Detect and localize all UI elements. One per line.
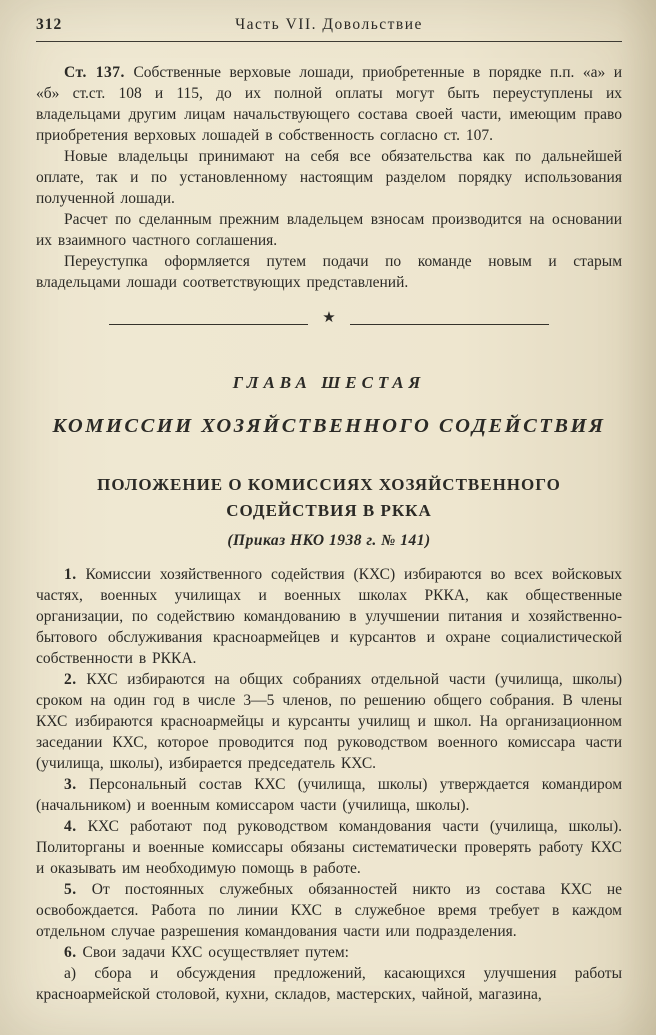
divider-line-left [109,324,308,325]
paragraph [36,209,622,251]
item-number: 5. [64,881,77,898]
header-rule [36,41,622,42]
chapter-label: ГЛАВА ШЕСТАЯ [232,373,426,392]
star-icon: ★ [322,310,336,326]
list-item [36,816,622,879]
list-item [36,774,622,816]
paragraph-text: Собственные верховые лошади, приобретенные в порядке п.п. «а» и «б» ст.ст. 108 и 115, до их полной оплаты могут быть переуступлены их владельцами другим лицам начальствующего состава своей части, имеющим право приобретения верховых лошадей в собственность согласно ст. 107. [36,64,623,144]
regulation-subtitle: (Приказ НКО 1938 г. № 141) [227,532,431,549]
running-title: Часть VII. Довольствие [235,16,423,33]
article-137 [36,62,622,293]
regulation-title: ПОЛОЖЕНИЕ О КОМИССИЯХ ХОЗЯЙСТВЕННОГО СОДЕЙСТВИЯ В РККА [97,475,561,520]
article-number: Ст. 137. [64,64,125,81]
item-text: сбора и обсуждения предложений, касающихся улучшения работы красноармейской столовой, кухни, складов, мастерских, чайной, магазина, [36,965,622,1003]
list-item [36,963,622,1005]
item-text: Свои задачи КХС осуществляет путем: [82,944,349,961]
paragraph [36,146,622,209]
list-item [36,669,622,774]
chapter-title: КОМИССИИ ХОЗЯЙСТВЕННОГО СОДЕЙСТВИЯ [52,415,606,437]
paragraph [36,251,622,293]
item-number: 3. [64,776,77,793]
item-number: 1. [64,566,77,583]
item-text: КХС избираются на общих собраниях отдельной части (училища, школы) сроком на один год в числе 3—5 членов, по решению общего собрания. В члены КХС избираются красноармейцы и курсанты училищ и школ. На организационном заседании КХС, которое проводится под руководством военного комиссара части (училища, школы), избирается председатель КХС. [36,671,623,772]
item-text: От постоянных служебных обязанностей никто из состава КХС не освобождается. Работа по линии КХС в служебное время требует в каждом отдельном случае разрешения командования части или подразделения. [36,881,622,940]
item-number: 4. [64,818,77,835]
item-number: а) [64,965,77,982]
regulation-items [36,564,622,1005]
list-item [36,879,622,942]
item-number: 6. [64,944,77,961]
item-text: Комиссии хозяйственного содействия (КХС) избираются во всех войсковых частях, военных училищах и военных школах РККА, как общественные организации, по содействию командованию в улучшении питания и хозяйственно-бытового обслуживания красноармейцев и курсантов и охране социалистической собственности в РККА. [36,566,622,667]
divider-line-right [350,324,549,325]
paragraph [36,62,622,146]
paragraph-text: Расчет по сделанным прежним владельцем взносам производится на основании их взаимного частного соглашения. [36,211,622,249]
section-divider [109,310,549,329]
list-item [36,564,622,669]
list-item [36,942,622,963]
item-text: Персональный состав КХС (училища, школы) утверждается командиром (начальником) и военным комиссаром части (училища, школы). [36,776,622,814]
page-number: 312 [36,16,63,33]
paragraph-text: Переуступка оформляется путем подачи по команде новым и старым владельцами лошади соответствующих представлений. [36,253,622,291]
item-number: 2. [64,671,77,688]
page-header [36,16,622,38]
item-text: КХС работают под руководством командования части (училища, школы). Политорганы и военные комиссары обязаны систематически проверять работу КХС и оказывать им необходимую помощь в работе. [36,818,622,877]
paragraph-text: Новые владельцы принимают на себя все обязательства как по дальнейшей оплате, так и по установленному настоящим разделом порядку использования полученной лошади. [36,148,622,207]
